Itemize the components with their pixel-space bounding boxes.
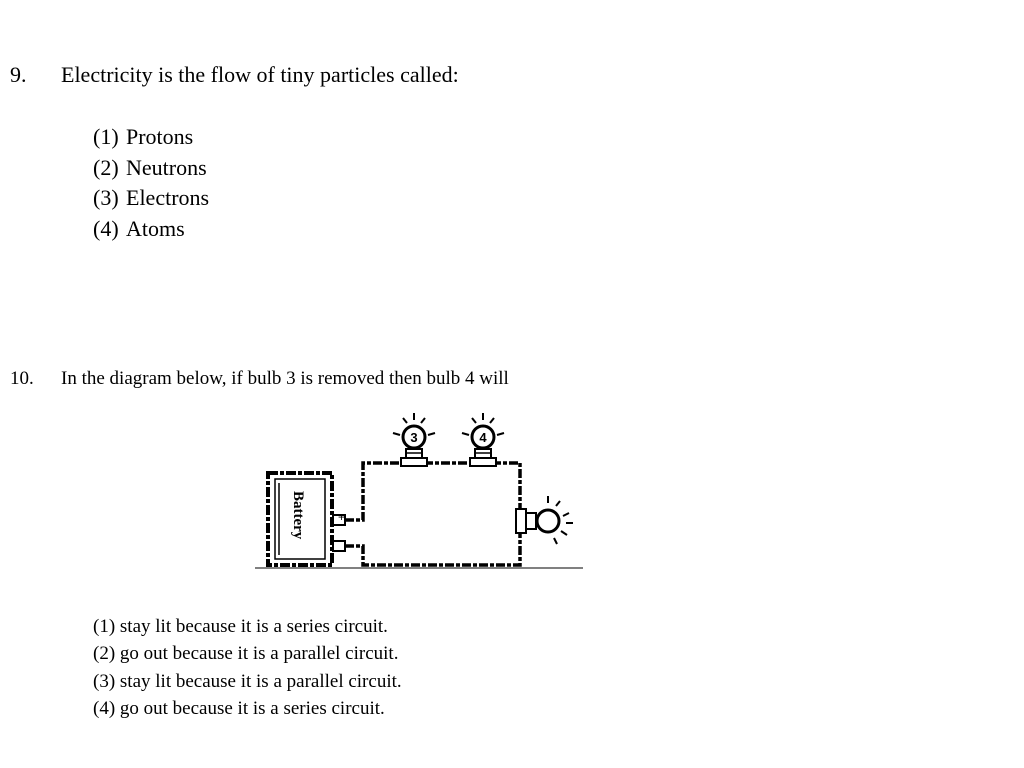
question-10-option-4: (4) go out because it is a series circuit.	[93, 697, 385, 719]
bulb-4-label: 4	[479, 430, 487, 445]
circuit-wires	[345, 463, 520, 565]
question-9-text: Electricity is the flow of tiny particles called:	[61, 62, 459, 87]
question-9-option-3	[93, 183, 209, 214]
circuit-diagram	[255, 405, 585, 575]
option-text: Electrons	[126, 185, 210, 211]
question-10-options	[93, 613, 402, 722]
bulb-3-label: 3	[410, 430, 418, 445]
option-number: (1)	[93, 124, 119, 149]
option-text: Neutrons	[126, 154, 207, 180]
question-9-option-4	[93, 214, 209, 245]
question-9-number: 9.	[10, 62, 27, 87]
option-number: (3)	[93, 185, 119, 211]
question-10-option-3: (3) stay lit because it is a parallel circuit.	[93, 670, 402, 692]
option-text: Protons	[126, 124, 194, 149]
bulb-3	[393, 413, 435, 466]
bulb-4	[462, 413, 504, 466]
battery-terminals	[333, 510, 345, 551]
battery-label: Battery	[290, 491, 306, 540]
question-10-text: In the diagram below, if bulb 3 is removed then bulb 4 will	[61, 368, 509, 389]
question-10-option-1: (1) stay lit because it is a series circuit.	[93, 616, 388, 637]
option-text: Atoms	[126, 216, 185, 242]
option-number: (2)	[93, 154, 119, 180]
bulb-side	[516, 496, 573, 544]
battery	[268, 473, 332, 565]
question-9-options	[93, 122, 209, 245]
question-10-option-2: (2) go out because it is a parallel circuit.	[93, 643, 399, 665]
plus-sign: +	[338, 510, 346, 524]
question-9-option-1	[93, 122, 209, 153]
option-number: (4)	[93, 216, 119, 242]
question-9-option-2	[93, 153, 209, 184]
question-10-number: 10.	[10, 368, 34, 389]
